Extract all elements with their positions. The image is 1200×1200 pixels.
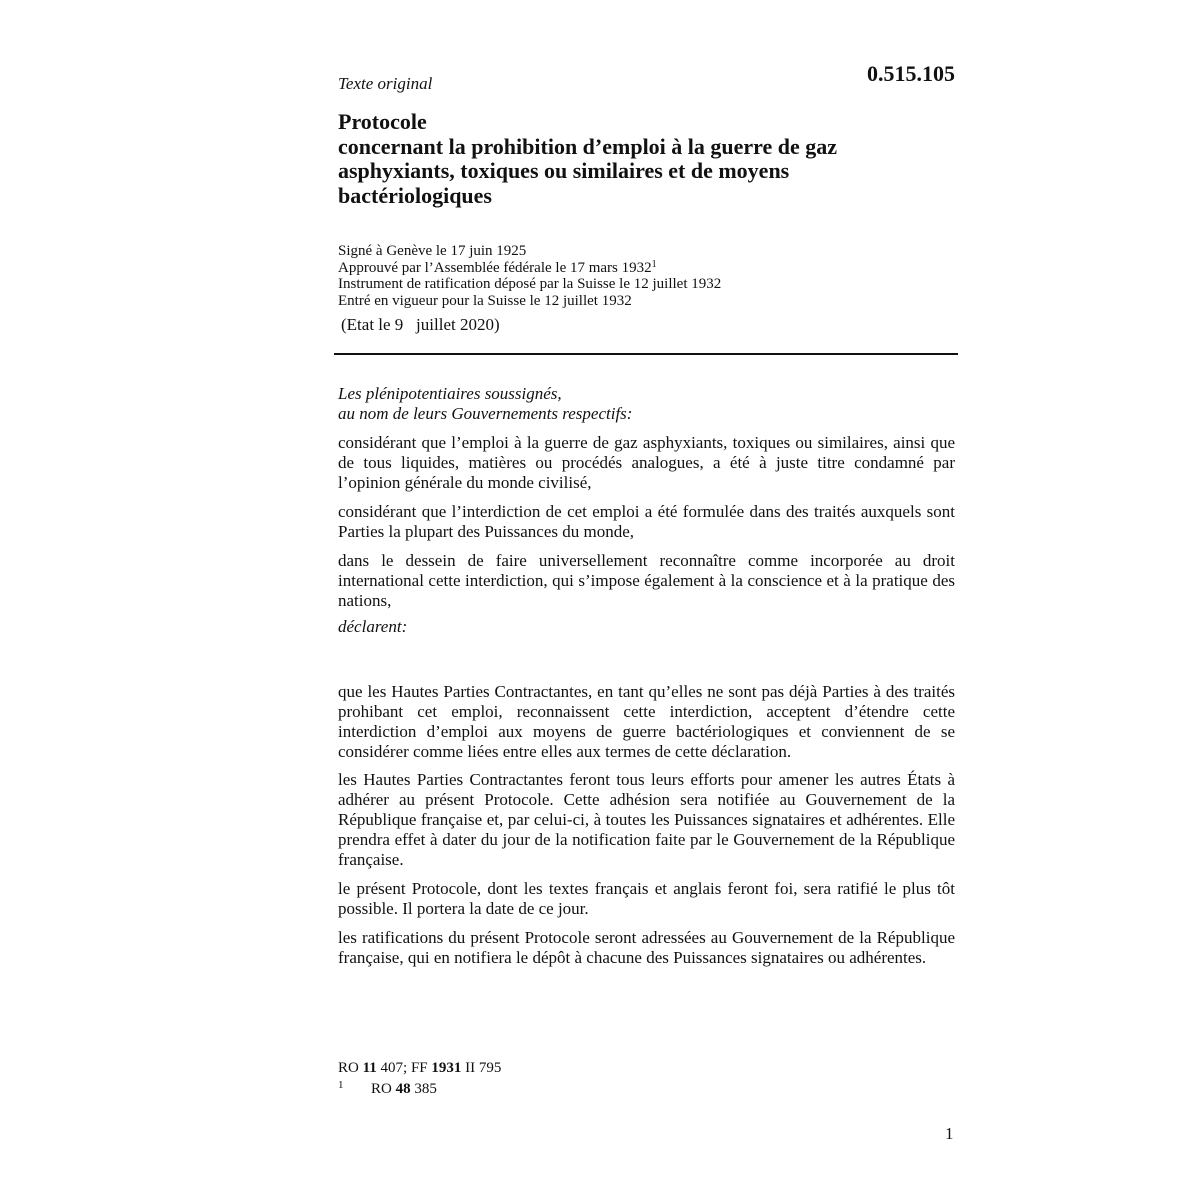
- page-number: 1: [945, 1124, 954, 1143]
- ro-volume: 48: [395, 1081, 411, 1097]
- original-text-label: Texte original: [338, 74, 433, 93]
- approval-date: [338, 260, 955, 277]
- preamble-paragraph: considérant que l’interdiction de cet emploi a été formulée dans des traités auxquels sont Parties la plupart des Puissances du monde,: [338, 502, 955, 541]
- preamble-intro-line: au nom de leurs Gouvernements respectifs:: [338, 404, 633, 423]
- ro-page: 407; FF: [376, 1060, 432, 1076]
- entry-into-force-date: Entré en vigueur pour la Suisse le 12 juillet 1932: [338, 292, 632, 309]
- title-line: asphyxiants, toxiques ou similaires et de moyens: [338, 158, 790, 183]
- ratification-date: Instrument de ratification déposé par la Suisse le 12 juillet 1932: [338, 276, 722, 292]
- footnote-1: 1 RO 48 385: [338, 1079, 437, 1097]
- body-paragraph: les Hautes Parties Contractantes feront tous leurs efforts pour amener les autres États à adhérer au présent Protocole. Cette adhésion sera notifiée au Gouvernement de la République française et, par celui-ci, à toutes les Puissances signataires et adhérentes. Elle prendra effet à dater du jour de la notification faite par le Gouvernement de la République française.: [338, 770, 955, 869]
- header-divider: [334, 353, 958, 355]
- source-reference: [338, 1058, 955, 1078]
- body-paragraph: le présent Protocole, dont les textes français et anglais feront foi, sera ratifié le plus tôt possible. Il portera la date de ce jour.: [338, 879, 955, 918]
- title-line: Protocole: [338, 109, 427, 134]
- approval-text: Approuvé par l’Assemblée fédérale le 17 mars 1932: [338, 259, 652, 276]
- ro-page: 385: [410, 1081, 437, 1097]
- footnote-ref[interactable]: 1: [651, 258, 657, 270]
- ff-year: 1931: [431, 1060, 462, 1076]
- preamble-paragraph: dans le dessein de faire universellement reconnaître comme incorporée au droit international cette interdiction, qui s’impose également à la conscience et à la pratique des nations,: [338, 551, 955, 610]
- document-metadata: [338, 243, 955, 309]
- preamble-intro-line: Les plénipotentiaires soussignés,: [338, 384, 562, 403]
- title-line: concernant la prohibition d’emploi à la guerre de gaz: [338, 133, 838, 159]
- body-paragraph: que les Hautes Parties Contractantes, en tant qu’elles ne sont pas déjà Parties à des traités prohibant cet emploi, reconnaissent cette interdiction, acceptent d’étendre cette interdiction d’emploi aux moyens de guerre bactériologiques et conviennent de se considérer comme liées entre elles aux termes de cette déclaration.: [338, 682, 955, 761]
- state-date: (Etat le 9 juillet 2020): [341, 315, 500, 334]
- signed-date: Signé à Genève le 17 juin 1925: [338, 243, 527, 259]
- systematic-number: 0.515.105: [867, 61, 955, 86]
- preamble-paragraph: considérant que l’emploi à la guerre de gaz asphyxiants, toxiques ou similaires, ainsi que de tous liquides, matières ou procédés analogues, a été à juste titre condamné par l’opinion générale du monde civilisé,: [338, 433, 955, 492]
- preamble-intro: [338, 384, 955, 424]
- ro-prefix: RO: [338, 1060, 363, 1076]
- ff-rest: II 795: [461, 1060, 502, 1076]
- document-title: [338, 110, 955, 208]
- declare-label: déclarent:: [338, 617, 408, 636]
- body-paragraph: les ratifications du présent Protocole seront adressées au Gouvernement de la République française, qui en notifiera le dépôt à chacune des Puissances signataires ou adhérentes.: [338, 928, 955, 967]
- ro-volume: 11: [362, 1060, 377, 1076]
- ro-prefix: RO: [371, 1081, 396, 1097]
- title-line: bactériologiques: [338, 182, 492, 208]
